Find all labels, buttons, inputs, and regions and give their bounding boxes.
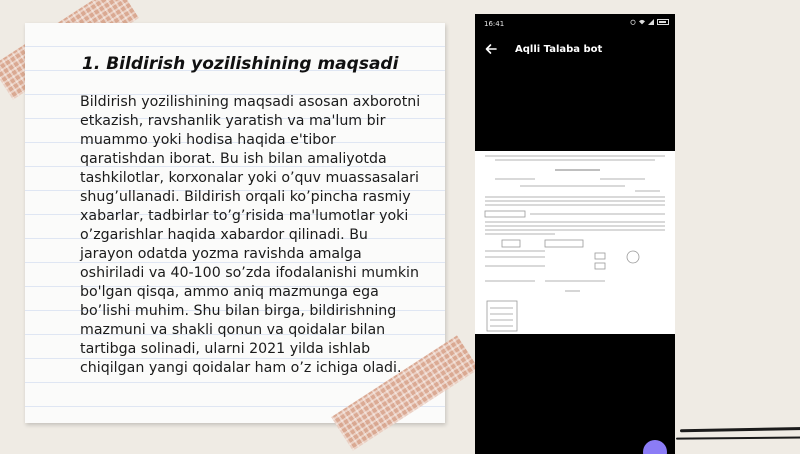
app-title: Aqlli Talaba bot: [515, 43, 603, 55]
battery-icon: [657, 19, 669, 25]
slide-title: 1. Bildirish yozilishining maqsadi: [82, 54, 399, 74]
status-bar: [475, 14, 675, 34]
status-time: 16:41: [484, 20, 505, 28]
wifi-icon: [639, 19, 645, 25]
status-icons: [630, 19, 669, 25]
arrow-left-icon[interactable]: [484, 42, 498, 56]
decorative-stripe: [676, 436, 800, 439]
signal-icon: [648, 19, 654, 25]
document-image: [475, 151, 675, 334]
document-form-scan: [475, 151, 675, 334]
slide-body-text: Bildirish yozilishining maqsadi asosan axborotni etkazish, ravshanlik yaratish va ma'lum bir muammo yoki hodisa haqida e'tibor qaratishdan iborat. Bu ish bilan amaliyotda tashkilotlar, korxonalar yoki o’quv muassasalari shug’ullanadi. Bildirish orqali ko’pincha rasmiy xabarlar, tadbirlar to’g’risida ma'lumotlar yoki o’zgarishlar haqida xabardor qilinadi. Bu jarayon odatda yozma ravishda amalga oshiriladi va 40-100 so’zda ifodalanishi mumkin bo'lgan qisqa, ammo aniq mazmunga ega bo’lishi muhim. Shu bilan birga, bildirishning mazmuni va shakli qonun va qoidalar bilan tartibga solinadi, ularni 2021 yilda ishlab chiqilgan yangi qoidalar ham o’z ichiga oladi.: [80, 94, 421, 376]
decorative-stripe: [680, 427, 800, 432]
fab-button[interactable]: [643, 440, 667, 454]
phone-screenshot: [475, 14, 675, 454]
alarm-icon: [630, 19, 636, 25]
app-bar: [475, 34, 675, 64]
